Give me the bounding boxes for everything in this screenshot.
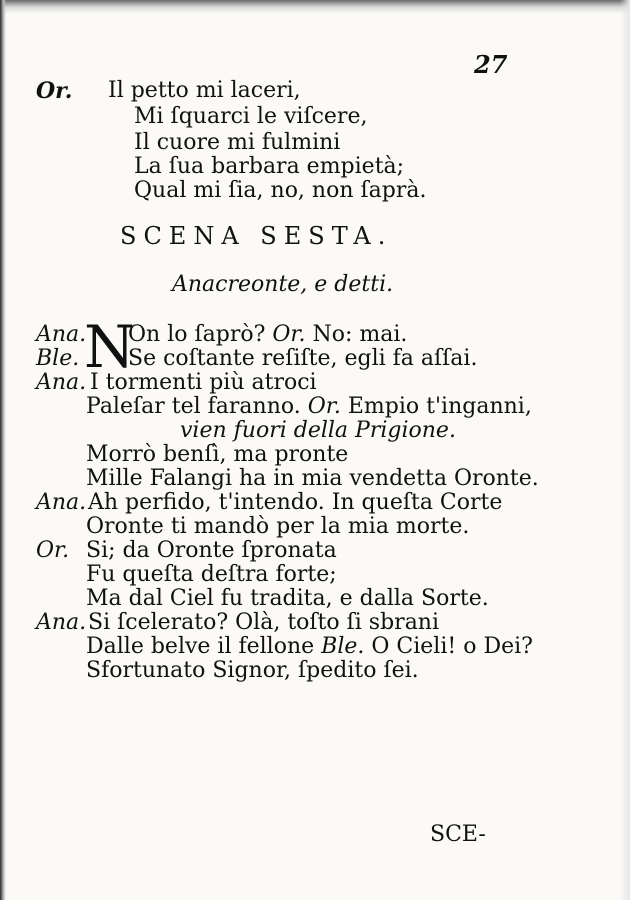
- dialogue-line-7: Mille Falangi ha in mia vendetta Oronte.: [86, 466, 539, 491]
- catchword: SCE-: [430, 822, 486, 847]
- page-top-edge: [0, 0, 630, 14]
- verse-speaker: Or.: [36, 78, 73, 104]
- dialogue-line-2: Se coſtante reſiſte, egli fa aſſai.: [128, 346, 478, 371]
- dialogue-line-12: Ma dal Ciel fu tradita, e dalla Sorte.: [86, 586, 489, 611]
- dialogue-line-1: [128, 322, 407, 348]
- dialogue-line-10: Si; da Oronte ſpronata: [86, 538, 337, 563]
- dialogue-text: Paleſar tel faranno.: [86, 394, 301, 419]
- dialogue-line-8: Ah perfido, t'intendo. In queſta Corte: [88, 490, 503, 515]
- dialogue-line-6: Morrò benſì, ma pronte: [86, 442, 349, 467]
- speaker-ble: Ble.: [321, 634, 365, 659]
- dialogue-text: On lo ſaprò?: [128, 322, 266, 347]
- dialogue-text: Empio t'inganni,: [347, 394, 532, 419]
- dialogue-text: No: mai.: [312, 322, 408, 347]
- dialogue-line-14: [86, 634, 533, 660]
- verse-line-3: Il cuore mi fulmini: [134, 130, 341, 155]
- drop-cap: N: [84, 313, 135, 381]
- speaker-ana: Ana.: [36, 610, 87, 635]
- dialogue-line-13: Si ſcelerato? Olà, toſto ſi sbrani: [88, 610, 440, 635]
- dialogue-line-4: [86, 394, 532, 420]
- page-right-edge: [620, 0, 630, 900]
- dialogue-line-15: Sfortunato Signor, ſpedito ſei.: [86, 658, 419, 683]
- speaker-or: Or.: [272, 322, 306, 347]
- page-number: 27: [474, 50, 508, 79]
- verse-line-2: Mi ſquarci le viſcere,: [134, 104, 368, 129]
- dialogue-line-3: I tormenti più atroci: [90, 370, 317, 395]
- dialogue-text: O Cieli! o Dei?: [371, 634, 533, 659]
- verse-line-1: Il petto mi laceri,: [108, 78, 301, 103]
- scene-characters: Anacreonte, e detti.: [172, 272, 394, 297]
- dialogue-line-11: Fu queſta deſtra forte;: [86, 562, 337, 587]
- stage-direction: vien fuori della Prigione.: [180, 418, 456, 443]
- speaker-or: Or.: [36, 538, 70, 563]
- speaker-or: Or.: [307, 394, 341, 419]
- speaker-ble: Ble.: [36, 346, 80, 371]
- dialogue-text: Dalle belve il fellone: [86, 634, 315, 659]
- dialogue-line-9: Oronte ti mandò per la mia morte.: [86, 514, 470, 539]
- scene-heading: SCENA SESTA.: [120, 222, 393, 250]
- speaker-ana: Ana.: [36, 490, 87, 515]
- verse-line-5: Qual mi ſia, no, non ſaprà.: [134, 178, 427, 203]
- speaker-ana: Ana.: [36, 322, 87, 347]
- verse-line-4: La ſua barbara empietà;: [134, 154, 405, 179]
- speaker-ana: Ana.: [36, 370, 87, 395]
- page-binding-edge: [0, 0, 6, 900]
